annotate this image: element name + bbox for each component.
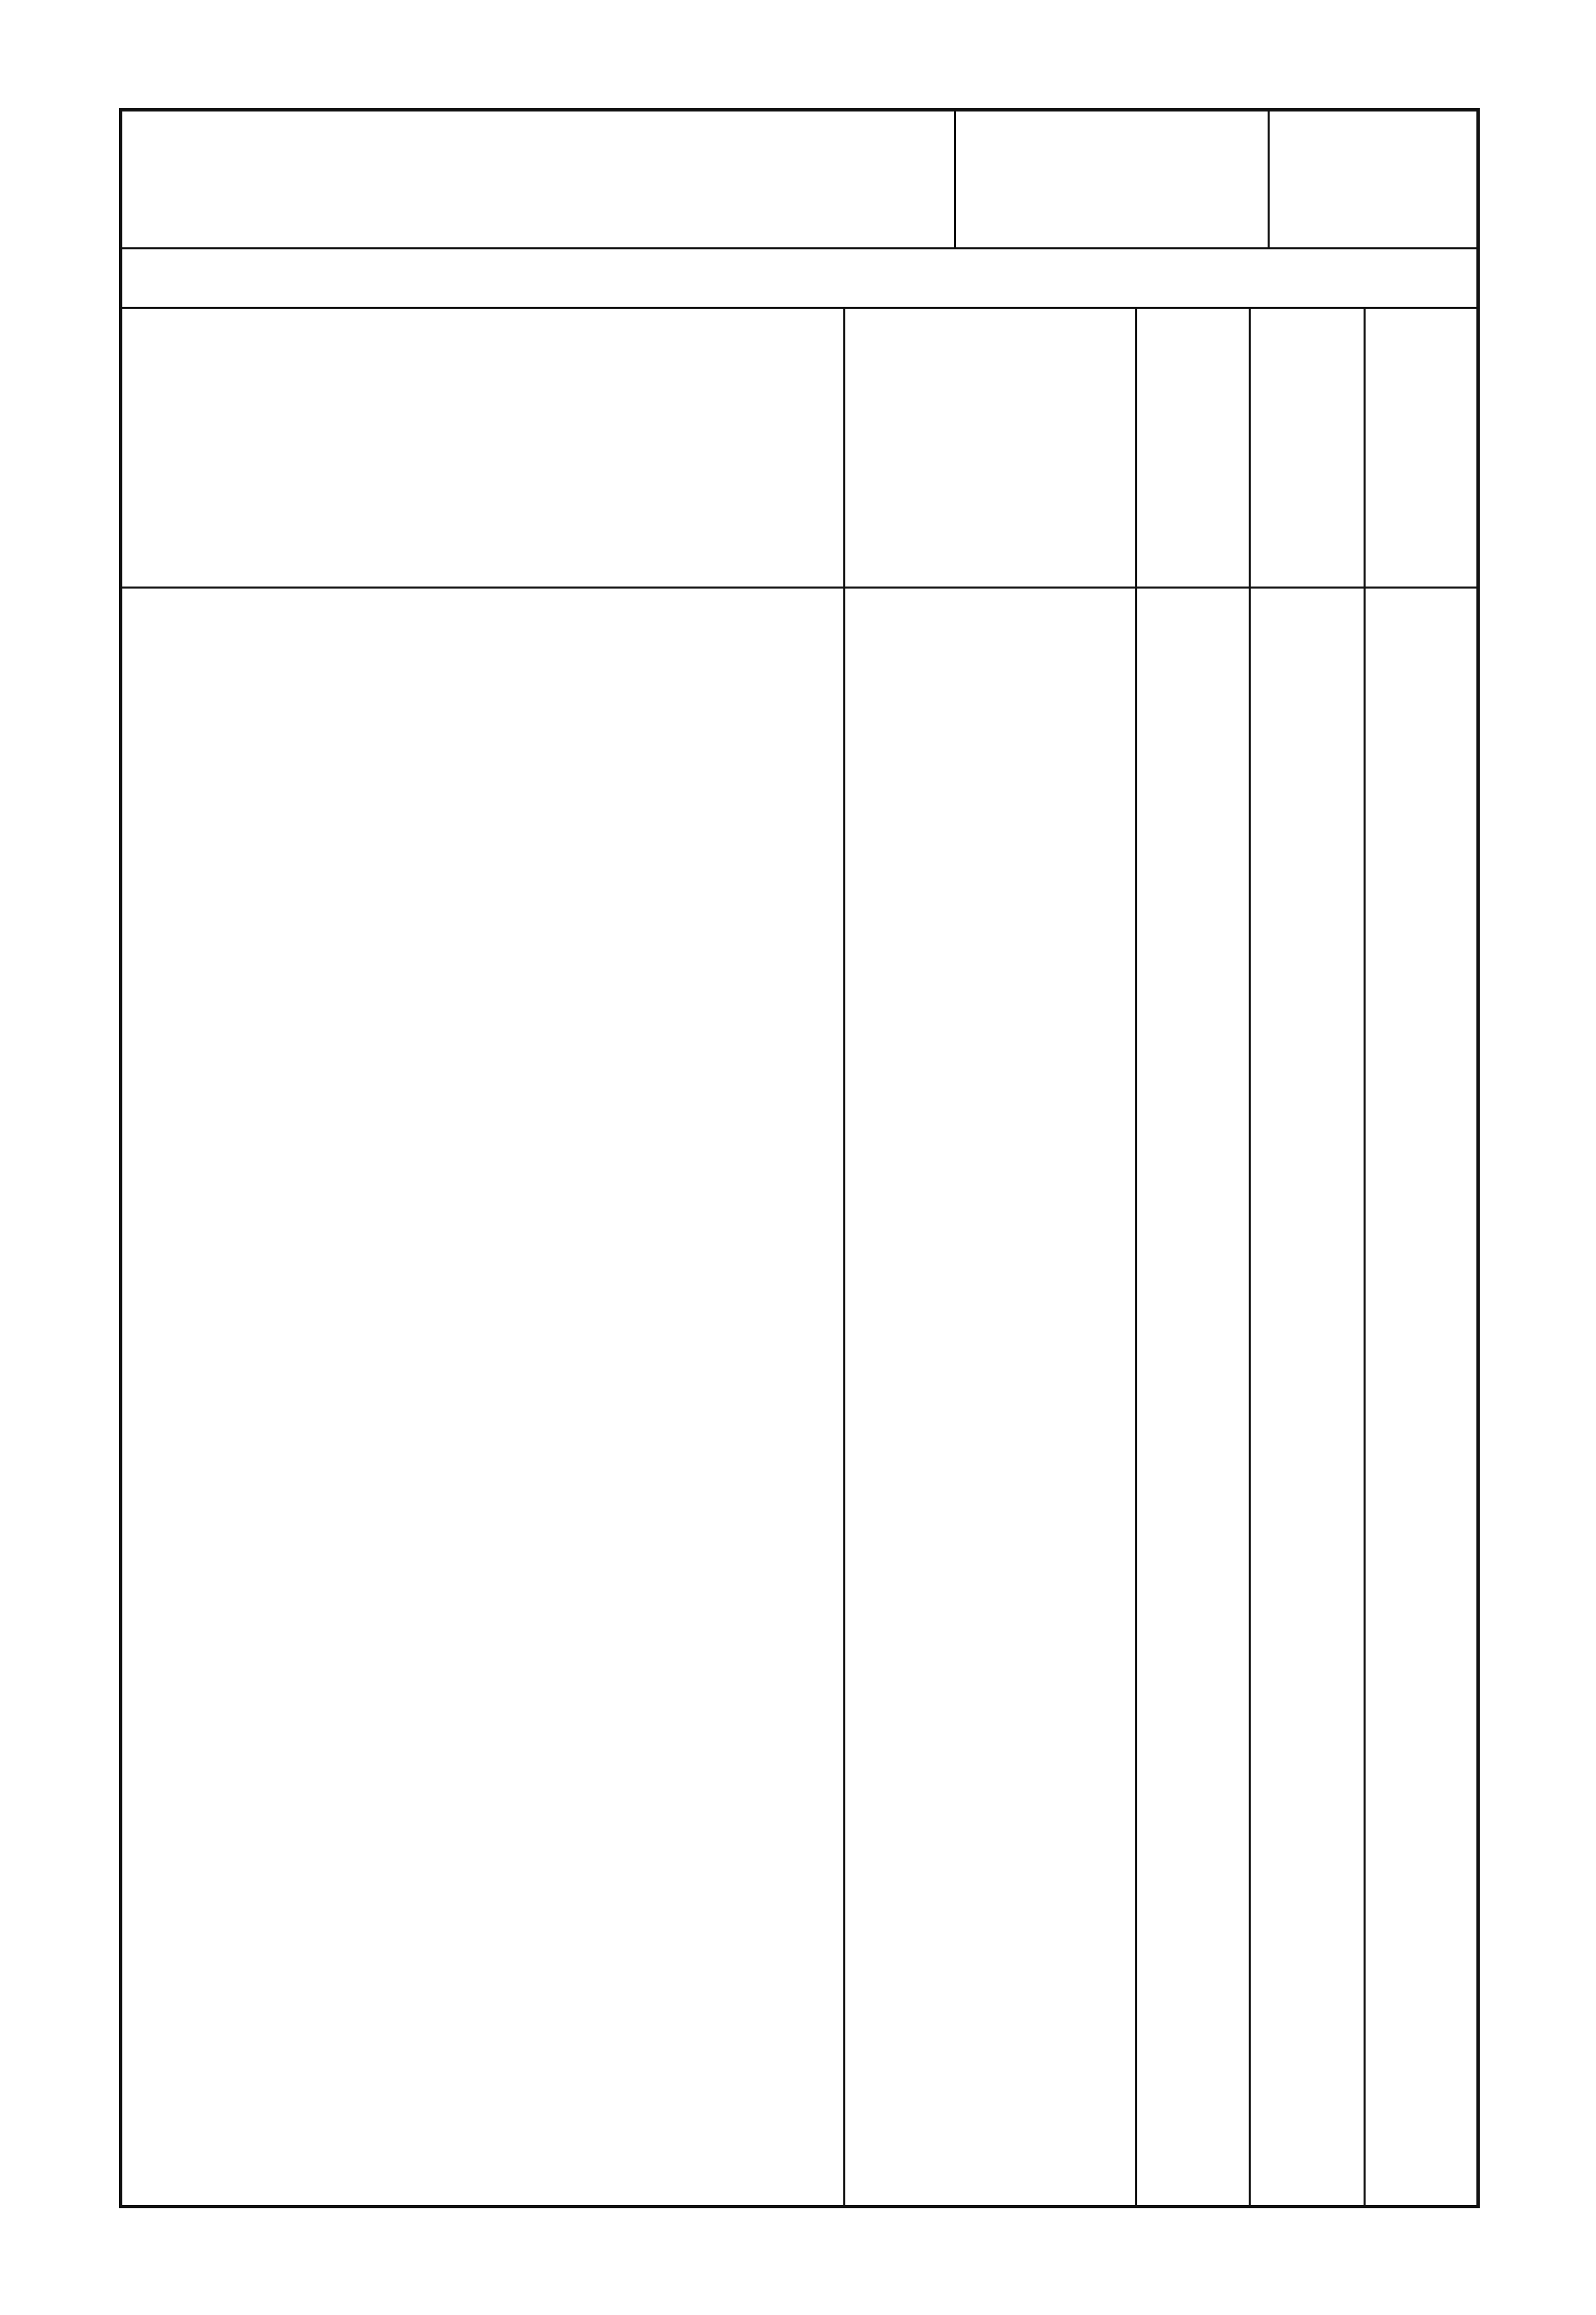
header-bottom-rule <box>120 587 1478 589</box>
col-divider-v2 <box>1364 308 1366 2207</box>
title-divider-2 <box>1268 109 1270 249</box>
header-main-solution <box>1162 550 1277 576</box>
title-divider-1 <box>954 109 956 249</box>
section-title-rule <box>120 307 1478 309</box>
title-bottom-rule <box>120 247 1478 249</box>
col-divider-name <box>843 308 845 2207</box>
col-divider-v1 <box>1249 308 1251 2207</box>
header-variant-3 <box>1378 550 1539 576</box>
document-frame <box>119 108 1480 2208</box>
col-divider-code <box>1135 308 1137 2207</box>
